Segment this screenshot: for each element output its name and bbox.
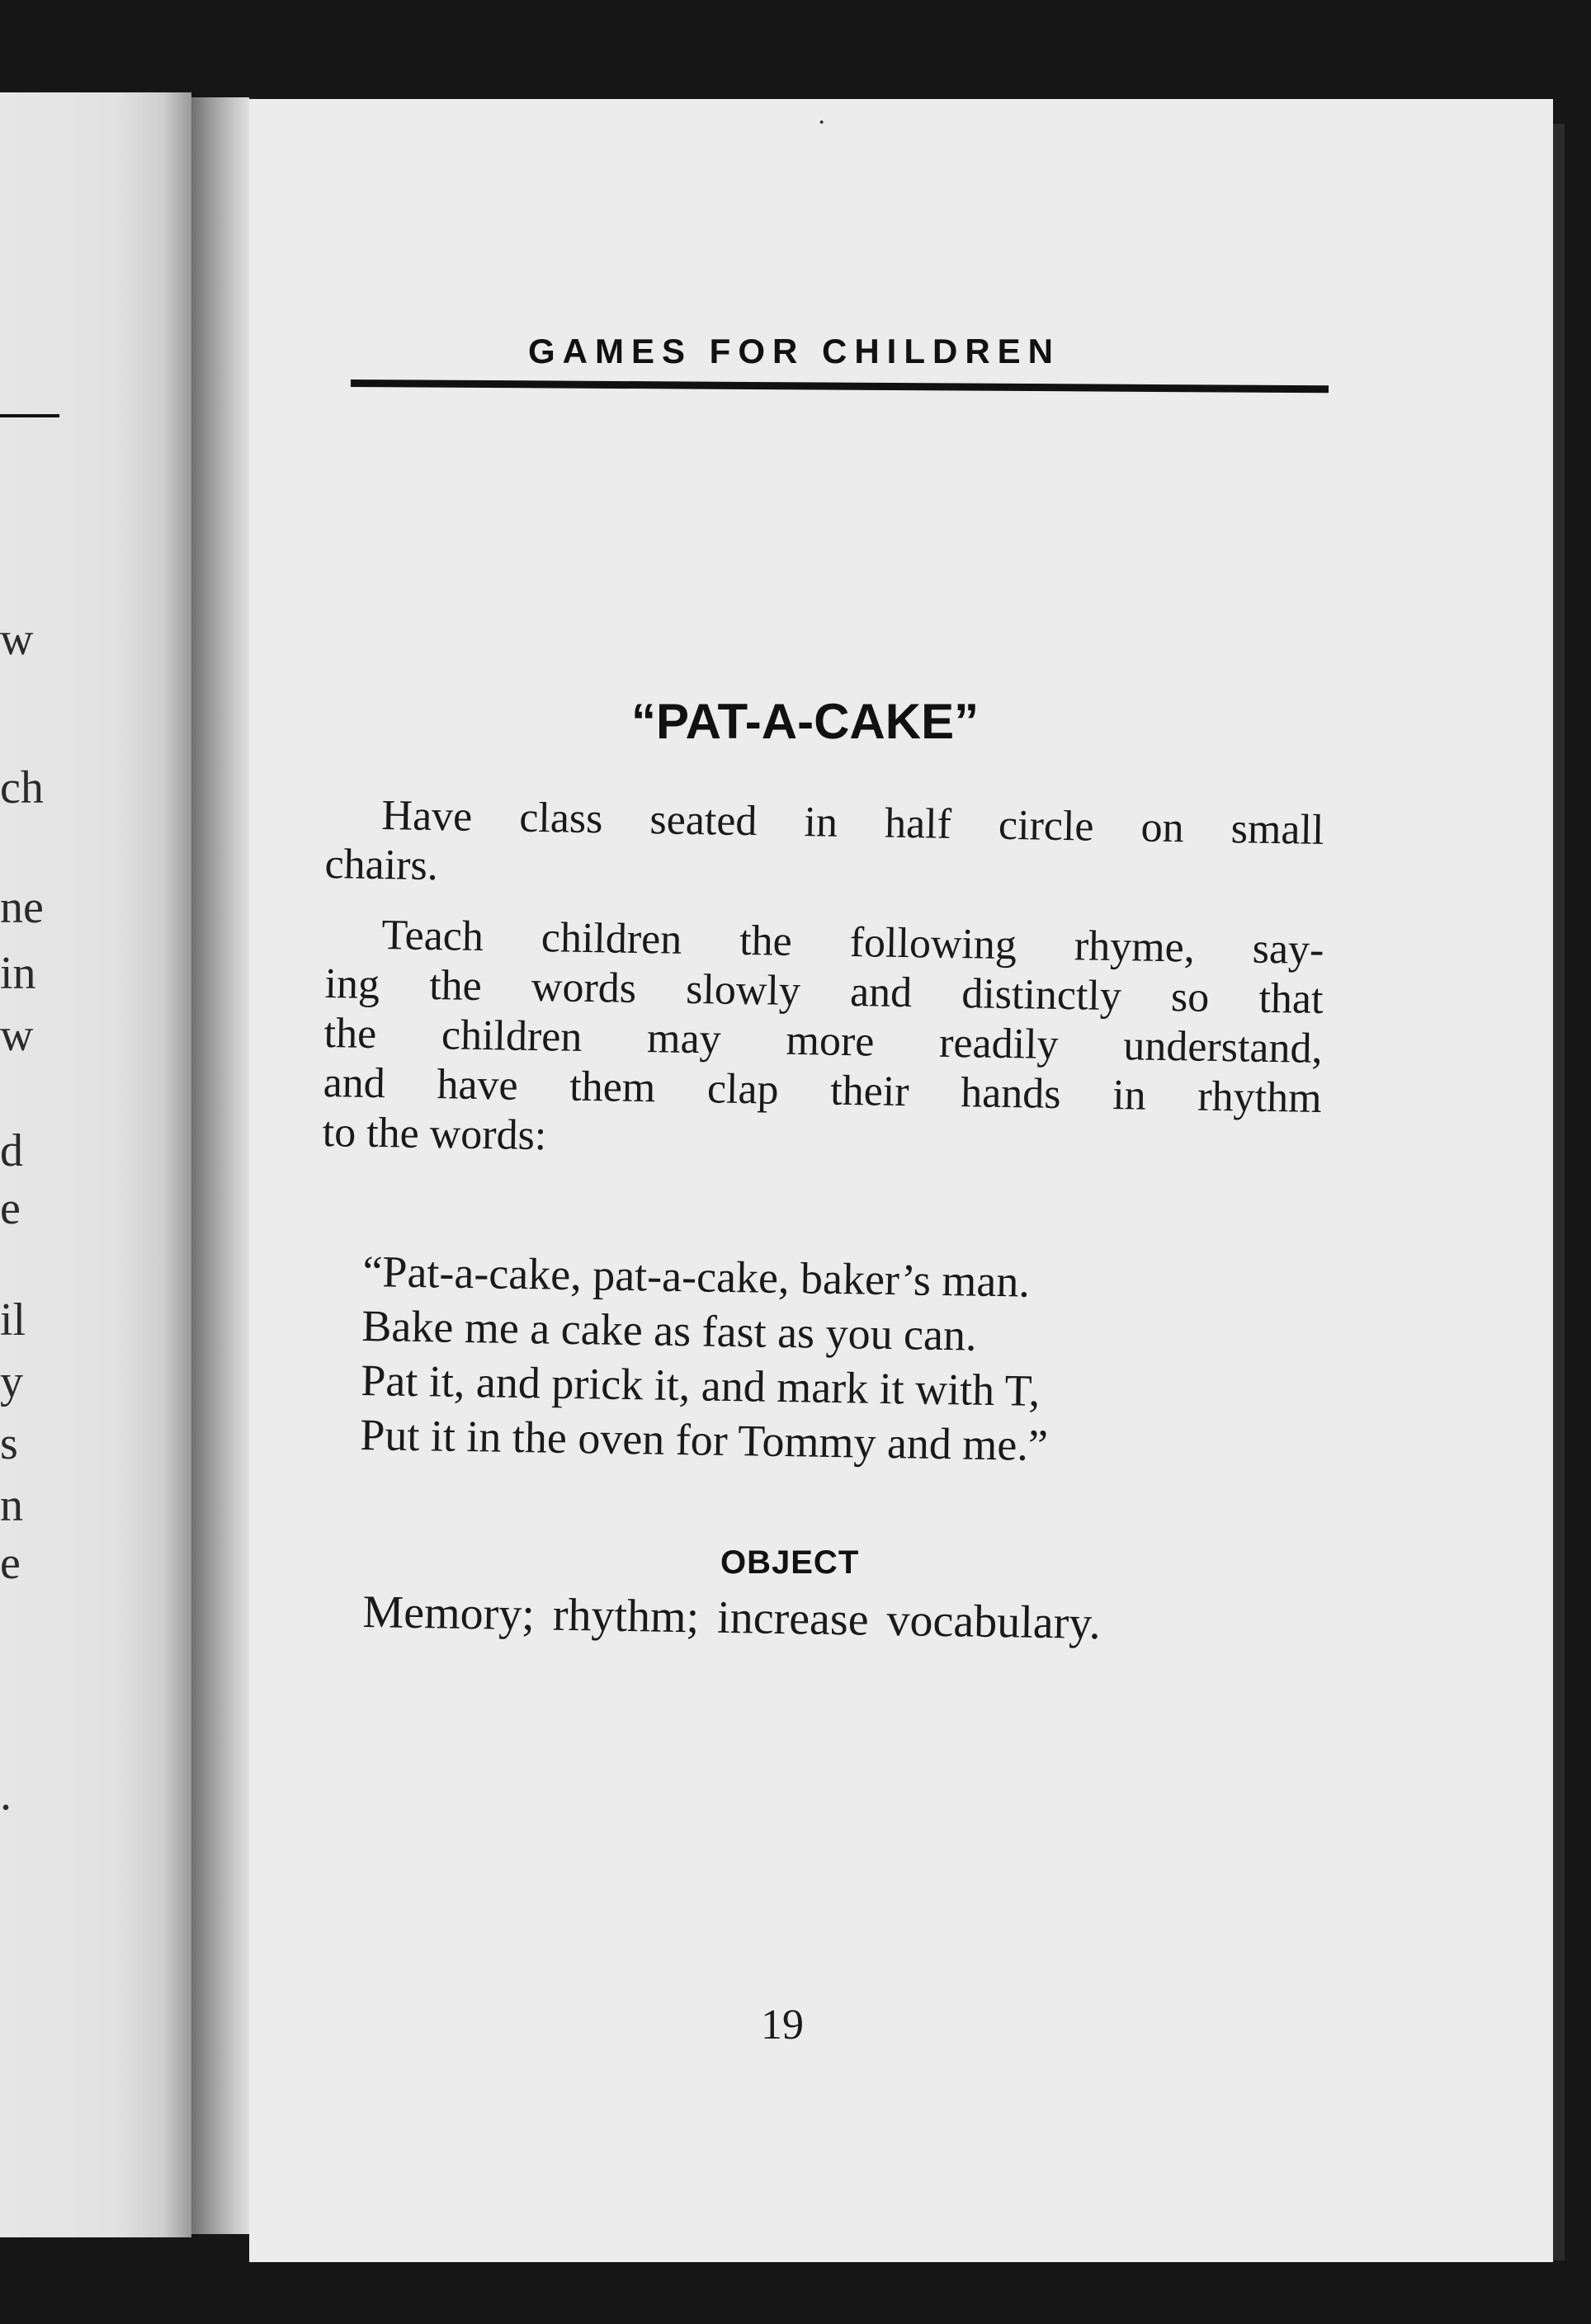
paragraph-line: chairs. — [324, 840, 439, 890]
running-head: GAMES FOR CHILDREN — [528, 332, 1060, 370]
left-page-fragment: d — [0, 1125, 23, 1176]
page-title: “PAT-A-CAKE” — [631, 694, 980, 749]
left-page-fragment: e — [0, 1538, 21, 1589]
left-page-fragment: s — [0, 1418, 18, 1469]
paragraph-line: Teach children the following rhyme, say- — [381, 912, 1324, 973]
left-page-fragment: y — [0, 1356, 23, 1407]
rhyme-line: “Pat-a-cake, pat-a-cake, baker’s man. — [362, 1246, 1031, 1307]
left-page-edge — [0, 92, 191, 2237]
rhyme-line: Bake me a cake as fast as you can. — [361, 1300, 977, 1360]
page-number: 19 — [761, 2001, 804, 2048]
object-heading: OBJECT — [720, 1544, 860, 1581]
left-page-fragment: ne — [0, 882, 44, 933]
paragraph-teach — [322, 910, 1324, 1173]
book-gutter — [191, 97, 249, 2234]
right-page — [249, 99, 1553, 2262]
left-page-fragment: n — [0, 1480, 23, 1531]
left-page-fragment: e — [0, 1183, 21, 1234]
paragraph-line: the children may more readily understand, — [323, 1009, 1323, 1072]
left-page-rule — [0, 414, 59, 417]
left-page-fragment: il — [0, 1294, 26, 1346]
paragraph-line: Have class seated in half circle on small — [381, 792, 1324, 854]
paragraph-line: ing the words slowly and distinctly so that — [324, 959, 1324, 1023]
paragraph-instructions — [324, 790, 1324, 905]
paragraph-line: and have them clap their hands in rhythm — [323, 1058, 1323, 1122]
paragraph-line: to the words: — [322, 1108, 547, 1160]
rhyme-line: Put it in the oven for Tommy and me.” — [359, 1409, 1049, 1471]
left-page-fragment: . — [0, 1769, 12, 1820]
left-page-fragment: ch — [0, 762, 44, 813]
rhyme-block — [360, 1244, 1312, 1477]
rhyme-line: Pat it, and prick it, and mark it with T, — [360, 1355, 1041, 1416]
left-page-fragment: in — [0, 948, 36, 999]
page-top-mark: · — [817, 107, 827, 138]
left-page-fragment: w — [0, 614, 34, 665]
left-page-fragment: w — [0, 1010, 34, 1061]
right-page-edge-shadow — [1553, 124, 1565, 2260]
object-text: Memory; rhythm; increase vocabulary. — [362, 1586, 1102, 1650]
